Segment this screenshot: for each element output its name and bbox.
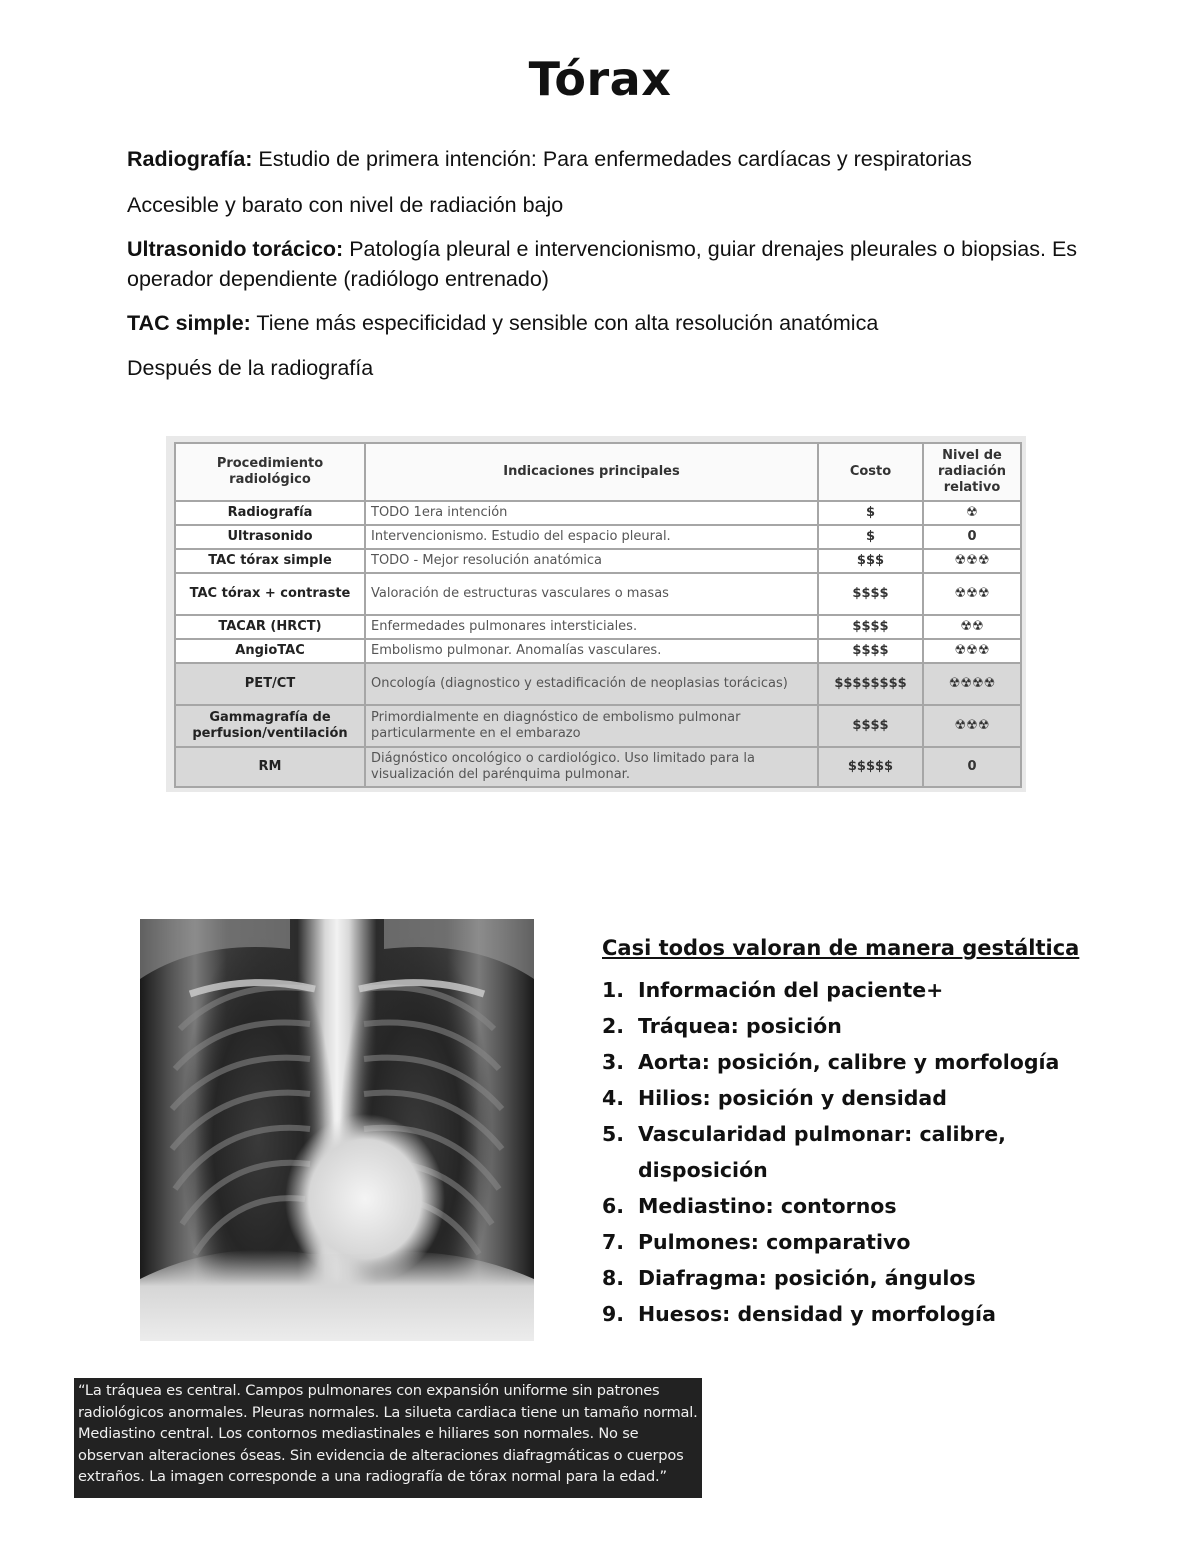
list-item xyxy=(602,1080,1072,1116)
cost-cell: $$$$ xyxy=(818,705,923,747)
cost-cell: $$$$ xyxy=(818,615,923,639)
item-number: 9. xyxy=(602,1302,625,1326)
radiation-cell: ☢☢☢ xyxy=(923,549,1021,573)
radiation-cell: ☢☢☢☢ xyxy=(923,663,1021,705)
procedure-cell: AngioTAC xyxy=(175,639,365,663)
table-row xyxy=(175,573,1021,615)
table-row xyxy=(175,525,1021,549)
procedure-cell: PET/CT xyxy=(175,663,365,705)
radiation-cell: ☢ xyxy=(923,501,1021,525)
radiation-cell: ☢☢ xyxy=(923,615,1021,639)
list-item xyxy=(602,1224,1072,1260)
item-text: Huesos: densidad y morfología xyxy=(638,1302,996,1326)
item-text: Mediastino: contornos xyxy=(638,1194,897,1218)
procedure-cell: TAC tórax simple xyxy=(175,549,365,573)
header-cost: Costo xyxy=(818,443,923,501)
gestalt-checklist xyxy=(602,972,1072,1332)
item-text: Pulmones: comparativo xyxy=(638,1230,911,1254)
radiation-cell: 0 xyxy=(923,525,1021,549)
paragraph-ultrasonido xyxy=(127,234,1087,294)
paragraph-text: Accesible y barato con nivel de radiación bajo xyxy=(127,193,564,217)
paragraph-text: Después de la radiografía xyxy=(127,356,374,380)
procedure-cell: TAC tórax + contraste xyxy=(175,573,365,615)
item-text: Aorta: posición, calibre y morfología xyxy=(638,1050,1060,1074)
procedures-table-image xyxy=(166,436,1026,792)
radiation-cell: ☢☢☢ xyxy=(923,705,1021,747)
indication-cell: Enfermedades pulmonares intersticiales. xyxy=(365,615,818,639)
paragraph-tac-simple xyxy=(127,308,1087,338)
header-radiation: Nivel de radiación relativo xyxy=(923,443,1021,501)
indication-cell: Primordialmente en diagnóstico de embolismo pulmonar particularmente en el embarazo xyxy=(365,705,818,747)
paragraph-despues xyxy=(127,353,1087,383)
indication-cell: Valoración de estructuras vasculares o masas xyxy=(365,573,818,615)
item-text: Tráquea: posición xyxy=(638,1014,842,1038)
list-item xyxy=(602,972,1072,1008)
item-number: 7. xyxy=(602,1230,625,1254)
paragraph-label: Radiografía: xyxy=(127,147,253,171)
table-row xyxy=(175,705,1021,747)
list-item xyxy=(602,1116,1072,1188)
cost-cell: $$$$ xyxy=(818,639,923,663)
paragraph-accesible xyxy=(127,190,1087,220)
table-row xyxy=(175,663,1021,705)
table-row xyxy=(175,615,1021,639)
paragraph-label: Ultrasonido torácico: xyxy=(127,237,344,261)
paragraph-label: TAC simple: xyxy=(127,311,251,335)
item-number: 6. xyxy=(602,1194,625,1218)
item-text: Información del paciente+ xyxy=(638,978,944,1002)
radiation-cell: ☢☢☢ xyxy=(923,639,1021,663)
page-title: Tórax xyxy=(528,52,672,106)
item-number: 1. xyxy=(602,978,625,1002)
procedure-cell: RM xyxy=(175,747,365,787)
chest-xray-illustration xyxy=(140,919,534,1341)
paragraph-text: Patología pleural e intervencionismo, guiar drenajes pleurales o biopsias. Es operador dependiente (radiólogo entrenado) xyxy=(127,237,1078,291)
indication-cell: TODO - Mejor resolución anatómica xyxy=(365,549,818,573)
indication-cell: Oncología (diagnostico y estadificación de neoplasias torácicas) xyxy=(365,663,818,705)
indication-cell: Intervencionismo. Estudio del espacio pleural. xyxy=(365,525,818,549)
item-text: Hilios: posición y densidad xyxy=(638,1086,947,1110)
radiation-cell: ☢☢☢ xyxy=(923,573,1021,615)
paragraph-text: Estudio de primera intención: Para enfermedades cardíacas y respiratorias xyxy=(252,147,972,171)
indication-cell: Diágnóstico oncológico o cardiológico. Uso limitado para la visualización del parénquima pulmonar. xyxy=(365,747,818,787)
item-number: 4. xyxy=(602,1086,625,1110)
item-number: 3. xyxy=(602,1050,625,1074)
procedure-cell: Radiografía xyxy=(175,501,365,525)
table-row xyxy=(175,747,1021,787)
procedures-table xyxy=(174,442,1022,788)
item-text: Diafragma: posición, ángulos xyxy=(638,1266,976,1290)
list-item xyxy=(602,1260,1072,1296)
header-indications: Indicaciones principales xyxy=(365,443,818,501)
item-number: 8. xyxy=(602,1266,625,1290)
indication-cell: Embolismo pulmonar. Anomalías vasculares. xyxy=(365,639,818,663)
table-row xyxy=(175,501,1021,525)
paragraph-text: Tiene más especificidad y sensible con alta resolución anatómica xyxy=(250,311,879,335)
list-item xyxy=(602,1008,1072,1044)
indication-cell: TODO 1era intención xyxy=(365,501,818,525)
table-header-row xyxy=(175,443,1021,501)
chest-xray-image xyxy=(140,919,534,1341)
procedure-cell: Ultrasonido xyxy=(175,525,365,549)
cost-cell: $$$$$$$$ xyxy=(818,663,923,705)
table-row xyxy=(175,639,1021,663)
item-number: 5. xyxy=(602,1122,625,1146)
cost-cell: $$$$ xyxy=(818,573,923,615)
cost-cell: $ xyxy=(818,525,923,549)
item-number: 2. xyxy=(602,1014,625,1038)
checklist-title: Casi todos valoran de manera gestáltica xyxy=(602,936,1080,960)
table-row xyxy=(175,549,1021,573)
list-item xyxy=(602,1044,1072,1080)
cost-cell: $$$$$ xyxy=(818,747,923,787)
header-procedure: Procedimiento radiológico xyxy=(175,443,365,501)
list-item xyxy=(602,1296,1072,1332)
radiation-cell: 0 xyxy=(923,747,1021,787)
item-text: Vascularidad pulmonar: calibre, disposición xyxy=(638,1122,1006,1182)
cost-cell: $ xyxy=(818,501,923,525)
procedure-cell: Gammagrafía de perfusion/ventilación xyxy=(175,705,365,747)
procedure-cell: TACAR (HRCT) xyxy=(175,615,365,639)
paragraph-radiografia xyxy=(127,144,1087,174)
list-item xyxy=(602,1188,1072,1224)
radiology-report-quote: “La tráquea es central. Campos pulmonares con expansión uniforme sin patrones radiológicos anormales. Pleuras normales. La silueta cardiaca tiene un tamaño normal. Mediastino central. Los contornos mediastinales e hiliares son normales. No se observan alteraciones óseas. Sin evidencia de alteraciones diafragmáticas o cuerpos extraños. La imagen corresponde a una radiografía de tórax normal para la edad.” xyxy=(74,1378,702,1498)
cost-cell: $$$ xyxy=(818,549,923,573)
